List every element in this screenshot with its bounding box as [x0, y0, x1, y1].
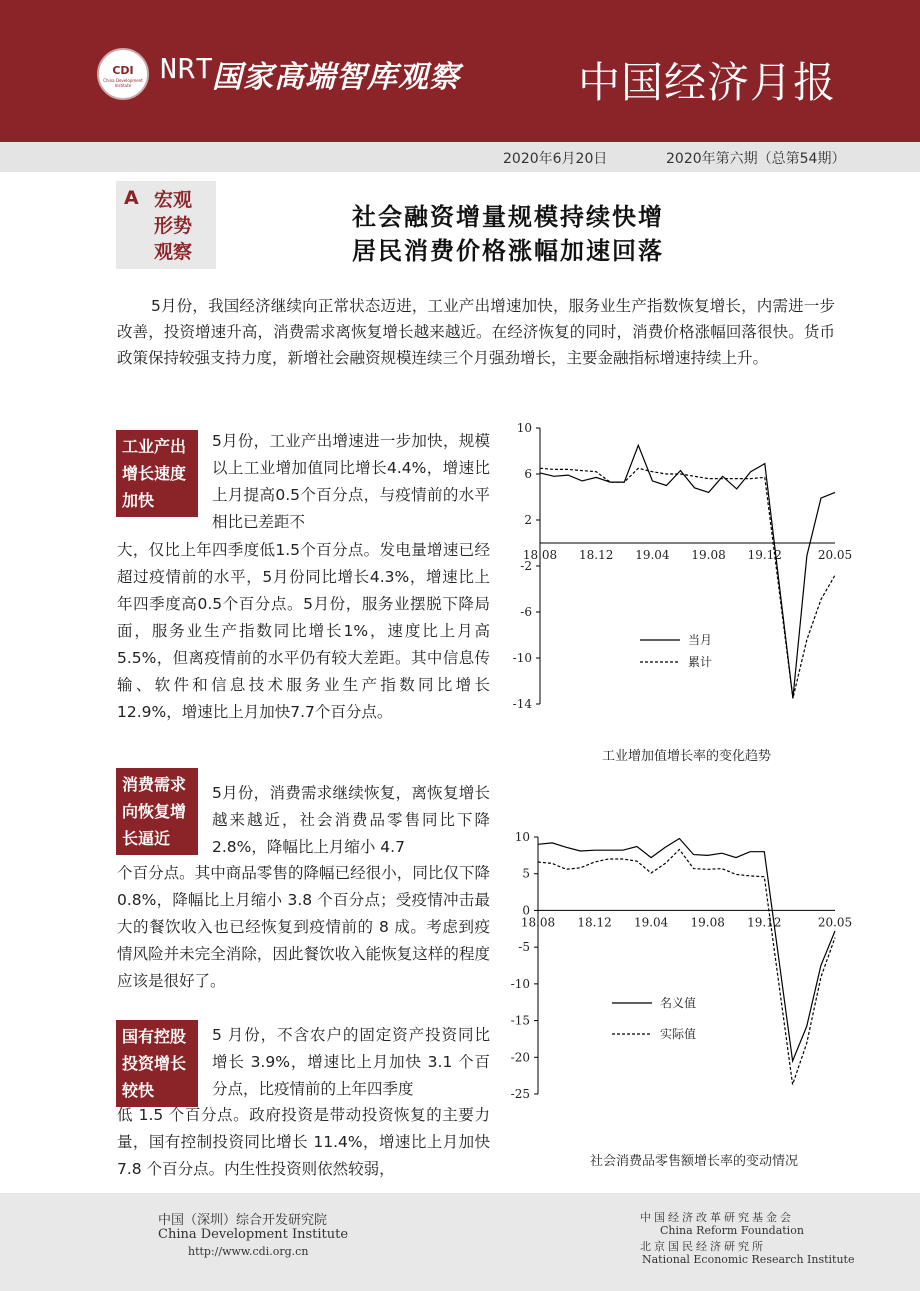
- y-tick-label: -20: [510, 1050, 530, 1065]
- y-tick-label: 6: [524, 467, 532, 481]
- y-tick-label: -10: [512, 651, 532, 665]
- legend-label: 名义值: [660, 996, 697, 1010]
- y-tick-label: -10: [510, 976, 530, 991]
- y-tick-label: 10: [516, 421, 532, 435]
- report-title: 中国经济月报: [578, 58, 837, 107]
- section-text-investment: 低 1.5 个百分点。政府投资是带动投资恢复的主要力量，国有控制投资同比增长 11.4%，增速比上月加快 7.8 个百分点。内生性投资则依然较弱，: [117, 1106, 490, 1178]
- y-tick-label: 2: [524, 513, 532, 527]
- retail-growth-chart: [490, 825, 870, 1105]
- footer-cdi-cn: 中国（深圳）综合开发研究院: [158, 1213, 328, 1228]
- section-text-industry-top: 5月份，工业产出增速进一步加快，规模以上工业增加值同比增长4.4%，增速比上月提高0.5个百分点，与疫情前的水平相比已差距不: [212, 432, 490, 531]
- footer-crf-cn: 中国经济改革研究基金会: [640, 1211, 794, 1224]
- chart2-caption: 社会消费品零售额增长率的变动情况: [590, 1154, 799, 1169]
- x-tick-label: 19.04: [633, 915, 669, 930]
- section-text-consumption: 个百分点。其中商品零售的降幅已经很小，同比仅下降 0.8%，降幅比上月缩小 3.8 个百分点；受疫情冲击最大的餐饮收入也已经恢复到疫情前的 8 成。考虑到疫情风险并未完全消除，因此餐饮收入能恢复这样的程度应该是很好了。: [117, 864, 490, 990]
- issue-number: 2020年第六期（总第54期）: [666, 151, 846, 167]
- date-bar: [0, 142, 920, 172]
- footer-neri-en: National Economic Research Institute: [642, 1253, 855, 1266]
- section-text-investment-top: 5 月份，不含农户的固定资产投资同比增长 3.9%，增速比上月加快 3.1 个百分点，比疫情前的上年四季度: [212, 1026, 490, 1098]
- y-tick-label: 5: [522, 866, 530, 881]
- nrt-logo: NRT: [160, 52, 214, 85]
- footer-cdi-en: China Development Institute: [158, 1227, 349, 1242]
- logo-text: CDI: [112, 64, 134, 77]
- issue-date: 2020年6月20日: [503, 151, 608, 167]
- section-label-investment: 国有控股投资增长较快: [116, 1020, 198, 1107]
- footer-website-link[interactable]: http://www.cdi.org.cn: [188, 1245, 309, 1258]
- x-tick-label: 20.05: [817, 915, 853, 930]
- industrial-growth-chart: [490, 415, 870, 725]
- brand-name: 国家高端智库观察: [212, 60, 460, 95]
- y-tick-label: -5: [518, 940, 530, 955]
- article-headline: [352, 200, 752, 268]
- y-tick-label: -6: [520, 605, 532, 619]
- x-tick-label: 19.08: [690, 915, 725, 930]
- section-letter: A: [124, 187, 139, 209]
- footer-neri-cn: 北京国民经济研究所: [640, 1240, 766, 1253]
- headline-line1: 社会融资增量规模持续快增: [352, 203, 664, 231]
- report-header: [0, 0, 920, 142]
- x-tick-label: 18.12: [577, 915, 612, 930]
- x-tick-label: 20.05: [817, 548, 853, 562]
- x-tick-label: 18.08: [522, 548, 558, 562]
- section-title: 宏观形势观察: [154, 189, 193, 263]
- headline-line2: 居民消费价格涨幅加速回落: [352, 237, 664, 265]
- section-text-consumption-top: 5月份，消费需求继续恢复，离恢复增长越来越近，社会消费品零售同比下降 2.8%，降幅比上月缩小 4.7: [212, 784, 490, 856]
- footer-crf-en: China Reform Foundation: [660, 1224, 804, 1237]
- page-footer: [0, 1193, 920, 1291]
- intro-paragraph: 5月份，我国经济继续向正常状态迈进，工业产出增速加快，服务业生产指数恢复增长，内需进一步改善，投资增速升高，消费需求离恢复增长越来越近。在经济恢复的同时，消费价格涨幅回落很快。货币政策保持较强支持力度，新增社会融资规模连续三个月强劲增长，主要金融指标增速持续上升。: [117, 297, 835, 367]
- legend-label: 累计: [688, 655, 713, 669]
- y-tick-label: -25: [510, 1087, 530, 1101]
- x-tick-label: 18.08: [520, 915, 556, 930]
- cdi-logo: [97, 48, 149, 100]
- x-tick-label: 19.12: [747, 548, 782, 562]
- chart1-caption: 工业增加值增长率的变化趋势: [602, 749, 772, 764]
- section-label-consumption: 消费需求向恢复增长逼近: [116, 768, 198, 855]
- x-tick-label: 19.04: [635, 548, 670, 562]
- y-tick-label: -14: [512, 697, 532, 711]
- legend-label: 当月: [688, 633, 713, 647]
- legend-label: 实际值: [660, 1027, 697, 1041]
- y-tick-label: 10: [514, 830, 530, 844]
- x-tick-label: 19.12: [747, 915, 782, 930]
- section-label-industry: 工业产出增长速度加快: [116, 430, 198, 517]
- x-tick-label: 18.12: [579, 548, 614, 562]
- section-tag: [116, 181, 216, 269]
- y-tick-label: 0: [522, 903, 530, 918]
- y-tick-label: -2: [520, 559, 532, 573]
- x-tick-label: 19.08: [691, 548, 726, 562]
- logo-subtext: China Development Institute: [103, 78, 143, 88]
- y-tick-label: -15: [510, 1013, 530, 1028]
- section-text-industry: 大，仅比上年四季度低1.5个百分点。发电量增速已经超过疫情前的水平，5月份同比增长4.3%，增速比上年四季度高0.5个百分点。5月份，服务业摆脱下降局面，服务业生产指数同比增长1%，速度比上月高5.5%，但离疫情前的水平仍有较大差距。其中信息传输、软件和信息技术服务业生产指数同比增长12.9%，增速比上月加快7.7个百分点。: [117, 541, 490, 721]
